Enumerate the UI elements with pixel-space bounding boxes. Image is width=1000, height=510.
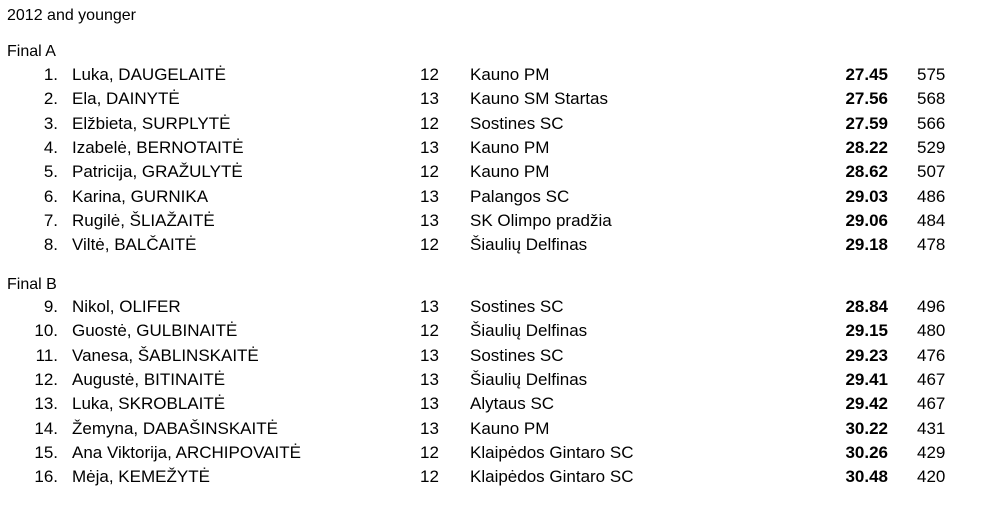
result-name: Nikol, OLIFER (72, 297, 181, 316)
result-points: 480 (917, 321, 946, 341)
result-age: 13 (420, 297, 439, 316)
result-row (0, 185, 1000, 209)
result-name: Luka, DAUGELAITĖ (72, 65, 227, 84)
result-club: Kauno PM (470, 137, 550, 157)
result-place: 12. (34, 369, 58, 389)
result-points: 478 (917, 235, 946, 255)
result-age: 13 (420, 210, 439, 230)
result-name: Žemyna, DABAŠINSKAITĖ (72, 418, 278, 438)
result-age: 12 (420, 467, 439, 487)
result-time: 27.45 (845, 65, 888, 84)
result-place: 1. (43, 65, 58, 84)
result-place: 16. (34, 467, 58, 487)
result-row (0, 209, 1000, 233)
result-time: 30.22 (845, 418, 888, 438)
result-name: Mėja, KEMEŽYTĖ (72, 467, 210, 487)
result-place: 10. (34, 321, 58, 341)
result-points: 420 (917, 467, 946, 487)
result-place: 6. (43, 186, 58, 206)
result-club: Klaipėdos Gintaro SC (470, 442, 634, 462)
result-time: 29.41 (845, 369, 888, 389)
result-club: Kauno PM (470, 162, 550, 182)
result-points: 429 (917, 442, 946, 462)
result-points: 529 (917, 137, 946, 157)
result-row (0, 233, 1000, 257)
result-points: 476 (917, 345, 946, 365)
result-time: 29.42 (845, 394, 888, 414)
result-time: 29.15 (845, 321, 888, 341)
result-name: Augustė, BITINAITĖ (72, 369, 226, 389)
result-time: 30.26 (845, 442, 888, 462)
result-club: Klaipėdos Gintaro SC (470, 467, 634, 487)
result-place: 15. (34, 442, 58, 462)
result-time: 30.48 (845, 467, 888, 487)
result-row (0, 295, 1000, 319)
result-time: 28.84 (845, 297, 888, 316)
result-age: 13 (420, 345, 439, 365)
result-name: Patricija, GRAŽULYTĖ (72, 162, 243, 182)
result-row (0, 136, 1000, 160)
result-points: 484 (917, 210, 946, 230)
result-club: Šiaulių Delfinas (470, 235, 588, 255)
result-age: 12 (420, 321, 439, 341)
result-time: 29.03 (845, 186, 888, 206)
result-age: 13 (420, 369, 439, 389)
result-place: 5. (43, 162, 58, 182)
result-age: 12 (420, 65, 439, 84)
result-place: 2. (43, 89, 58, 109)
result-name: Rugilė, ŠLIAŽAITĖ (72, 210, 215, 230)
result-place: 3. (43, 113, 58, 133)
final-a-title: Final A (7, 43, 56, 60)
result-age: 12 (420, 113, 439, 133)
result-points: 507 (917, 162, 946, 182)
result-place: 11. (35, 345, 58, 365)
result-club: SK Olimpo pradžia (470, 210, 612, 230)
result-name: Ela, DAINYTĖ (72, 89, 180, 109)
result-points: 486 (917, 186, 946, 206)
result-time: 28.22 (845, 137, 888, 157)
result-club: Kauno PM (470, 418, 550, 438)
result-club: Sostines SC (470, 297, 564, 316)
result-place: 14. (34, 418, 58, 438)
result-club: Kauno PM (470, 65, 550, 84)
result-name: Elžbieta, SURPLYTĖ (72, 113, 231, 133)
age-group-title: 2012 and younger (7, 7, 136, 24)
result-points: 575 (917, 65, 946, 84)
result-row (0, 160, 1000, 184)
result-time: 27.56 (845, 89, 888, 109)
result-place: 8. (43, 235, 58, 255)
result-name: Ana Viktorija, ARCHIPOVAITĖ (72, 442, 301, 462)
result-club: Alytaus SC (470, 394, 555, 414)
result-name: Viltė, BALČAITĖ (72, 235, 197, 255)
result-age: 13 (420, 394, 439, 414)
result-age: 13 (420, 186, 439, 206)
result-time: 27.59 (845, 113, 888, 133)
result-row (0, 465, 1000, 489)
result-age: 12 (420, 442, 439, 462)
result-place: 4. (43, 137, 58, 157)
result-age: 13 (420, 137, 439, 157)
result-place: 9. (43, 297, 58, 316)
result-age: 12 (420, 162, 439, 182)
result-age: 13 (420, 418, 439, 438)
result-row (0, 344, 1000, 368)
result-club: Šiaulių Delfinas (470, 321, 588, 341)
result-row (0, 319, 1000, 343)
result-name: Izabelė, BERNOTAITĖ (72, 137, 244, 157)
result-club: Sostines SC (470, 345, 564, 365)
final-b-title: Final B (7, 276, 57, 293)
result-club: Palangos SC (470, 186, 570, 206)
result-row (0, 417, 1000, 441)
result-row (0, 441, 1000, 465)
result-row (0, 63, 1000, 87)
result-name: Karina, GURNIKA (72, 186, 209, 206)
result-points: 467 (917, 394, 946, 414)
result-name: Vanesa, ŠABLINSKAITĖ (72, 345, 259, 365)
result-row (0, 112, 1000, 136)
result-club: Šiaulių Delfinas (470, 369, 588, 389)
result-name: Luka, SKROBLAITĖ (72, 394, 226, 414)
result-row (0, 87, 1000, 111)
result-time: 29.06 (845, 210, 888, 230)
result-points: 467 (917, 369, 946, 389)
result-club: Kauno SM Startas (470, 89, 608, 109)
result-club: Sostines SC (470, 113, 564, 133)
result-place: 7. (43, 210, 58, 230)
result-points: 568 (917, 89, 946, 109)
result-points: 566 (917, 113, 946, 133)
result-age: 13 (420, 89, 439, 109)
result-row (0, 368, 1000, 392)
result-time: 29.23 (845, 345, 888, 365)
result-points: 431 (917, 418, 946, 438)
result-age: 12 (420, 235, 439, 255)
result-points: 496 (917, 297, 946, 316)
result-time: 28.62 (845, 162, 888, 182)
result-name: Guostė, GULBINAITĖ (72, 321, 238, 341)
result-place: 13. (34, 394, 58, 414)
result-row (0, 392, 1000, 416)
result-time: 29.18 (845, 235, 888, 255)
